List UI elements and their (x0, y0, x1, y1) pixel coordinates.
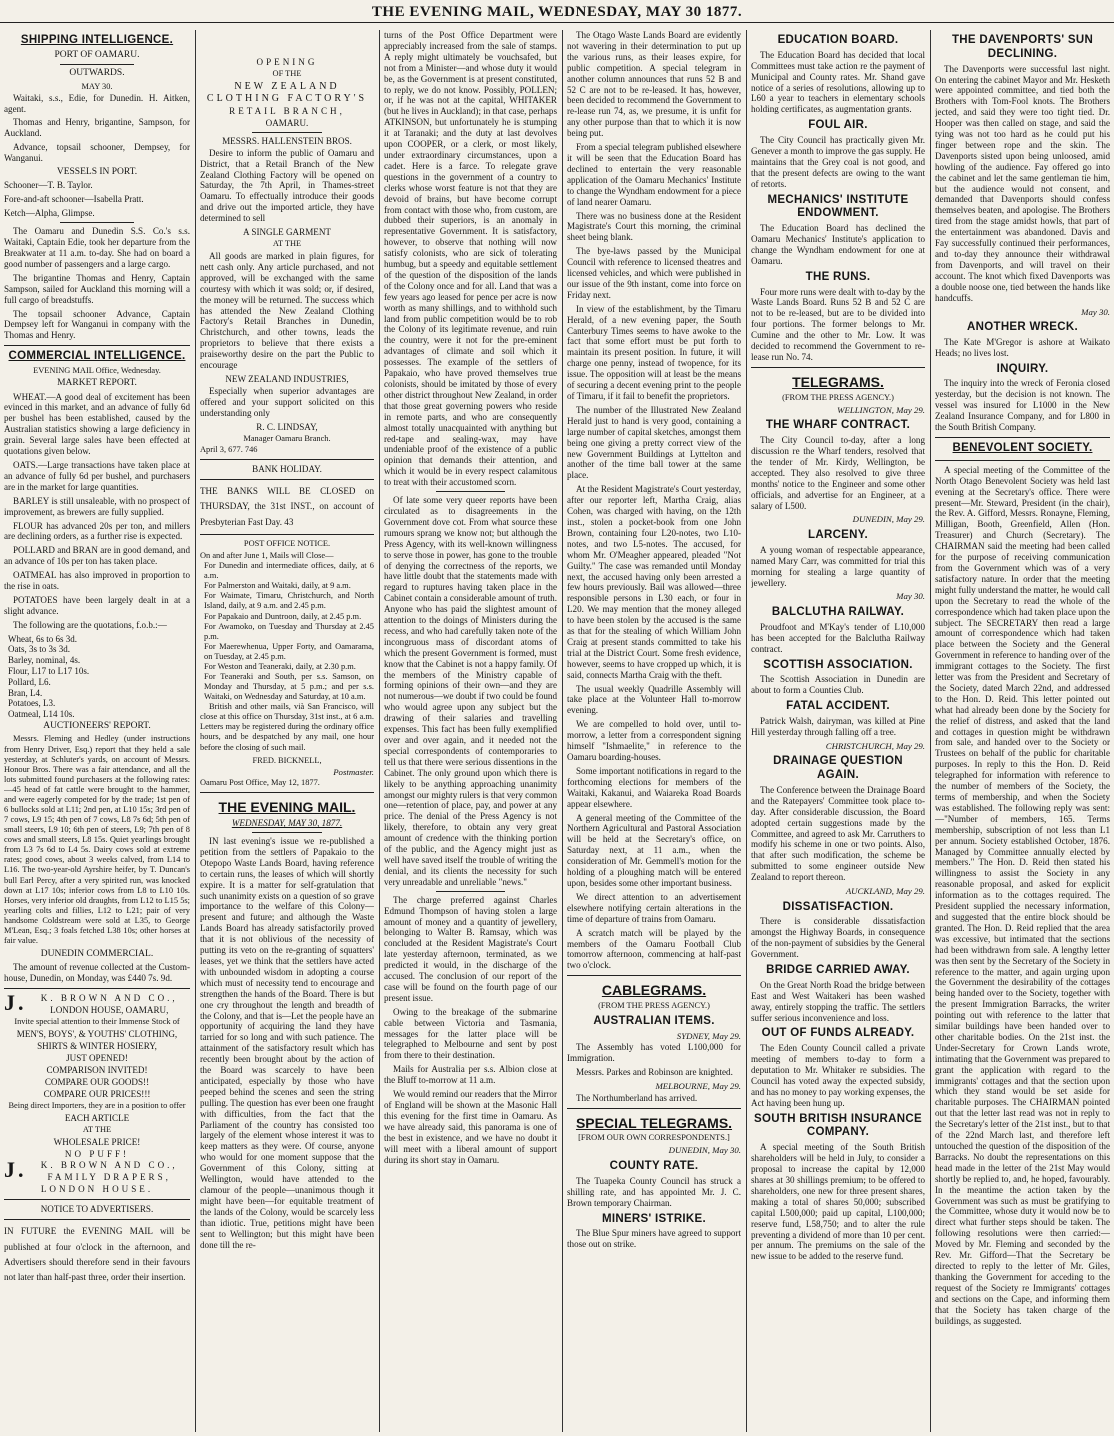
signature: R. C. LINDSAY, (256, 421, 318, 432)
article-text: The City Council has practically given Mr. Genever a month to improve the gas supply. He maintains that the Grey coal is not good, and that the present defects are owing to the want of retorts. (751, 135, 925, 189)
article-text: The Oamaru and Dunedin S.S. Co.'s s.s. Waitaki, Captain Edie, took her departure from the Breakwater at 11 a.m. to-day. She had on board a good number of passengers and a large cargo. (4, 226, 190, 269)
ad-line: NO PUFF! (64, 1148, 130, 1159)
article-text: We would remind our readers that the Mirror of England will be shown at the Masonic Hall this evening for the first time in Oamaru. As we have already said, this panorama is one of the best in existence, and we have no doubt it will meet with a liberal amount of support during its short stay in Oamaru. (384, 1089, 557, 1165)
article-text: There is considerable dissatisfaction amongst the Highway Boards, in consequence of the non-payment of subsidies by the General Government. (751, 916, 925, 960)
headline: ANOTHER WRECK. (967, 321, 1078, 334)
divider (4, 345, 190, 346)
subheading: AUCTIONEERS' REPORT. (43, 721, 151, 732)
quote-item: Bran, L4. (8, 687, 43, 698)
subheading: POST OFFICE NOTICE. (243, 538, 331, 548)
ad-line: MEN'S, BOYS', & YOUTHS' CLOTHING, (16, 1029, 178, 1040)
ad-text: THE BANKS WILL BE CLOSED on THURSDAY, the 31st INST., on account of Presbyterian Fast Day. 43 (200, 485, 374, 527)
article-text: Owing to the breakage of the submarine cable between Victoria and Tasmania, messages for the latter place will be telegraphed to Melbourne and sent by post from there to their destination. (384, 1006, 557, 1061)
quote-item: Wheat, 6s to 6s 3d. (8, 633, 77, 644)
article-text: The Northumberland has arrived. (576, 1092, 698, 1103)
column-rule (195, 30, 196, 1432)
article-text: The topsail schooner Advance, Captain Dempsey left for Wanganui in company with the Thomas and Henry. (4, 308, 190, 341)
headline: BENEVOLENT SOCIETY. (952, 442, 1093, 455)
article-text: The amount of revenue collected at the Custom-house, Dunedin, on Monday, was £440 7s. 9d. (4, 962, 190, 984)
editorial-text: turns of the Post Office Department were appreciably increased from the sale of stamps. A reply might ultimately be vouchsafed, but not from a Minister—and whose duty it would be, as the Government is at present constituted, to reply, we do not know. Possibly, POLLEN; or, if he was not at the capital, WHITAKER (but he lives in Auckland); in that case, perhaps ATKINSON, but unfortunately he is stumping it at Taranaki; and the duty at last devolves upon COOPER, or a clerk, or most likely, under extraordinary circumstances, upon a cadet. Here is a farce. To relegate grave questions in the government of a country to clerks whose worst feature is not that they are devoid of brains, but have become corrupt from contact with those who, from custom, are dubbed their superiors, is an anomaly in representative Government. It is satisfactory, however, to observe that nothing will now satisfy colonists, who are sick of tolerating humbug, but a speedy and equitable settlement of the question of the disposition of the lands of the Colony once and for all. Land that was a few years ago leased for pence per acre is now worth as many shillings, and to withhold such land from public competition would be to rob the Colony of its legitimate revenue, and ruin the country, were it not for the pre-eminent advantages of climate and soil which it possesses. The example of the settlers of Papakaio, who have proved themselves true colonists, should be imitated by those of every other district throughout New Zealand, in order that those great governing powers who reside in remote parts, and who are consequently almost totally unacquainted with anything but red-tape and sealing-wax, may have undeniable proof of the existence of a public opinion that demands their attention, and which it would be in every respect calamitous to treat with their accustomed scorn. (384, 30, 557, 488)
divider (200, 459, 374, 460)
article-text: Ketch—Alpha, Glimpse. (4, 208, 95, 219)
headline: COMMERCIAL INTELLIGENCE. (8, 350, 186, 363)
ad-line: J. K. BROWN AND CO., (4, 990, 178, 1016)
headline: MINERS' ISTRIKE. (601, 1212, 706, 1225)
headline: SPECIAL TELEGRAMS. (575, 1114, 733, 1131)
ad-line: RETAIL BRANCH, (229, 105, 345, 116)
signature: FRED. BICKNELL, (252, 755, 322, 765)
headline: FATAL ACCIDENT. (786, 700, 890, 713)
divider (751, 367, 925, 368)
ad-line: J. K. BROWN AND CO., (4, 1157, 178, 1183)
dateline: CHRISTCHURCH, May 29. (825, 740, 925, 751)
dateline: May 30. (1081, 306, 1110, 317)
ad-line: April 3, 677. 746 (200, 444, 258, 454)
subheading: VESSELS IN PORT. (56, 167, 138, 178)
ad-line: WHOLESALE PRICE! (53, 1136, 141, 1147)
article-text: The following are the quotations, f.o.b.:— (13, 619, 167, 630)
article-text: The Education Board has declined the Oamaru Mechanics' Institute's application to change the Wyndham endowment for one at Oamaru. (751, 223, 925, 266)
spacer (200, 30, 374, 56)
article-text: A special meeting of the South British shareholders will be held in July, to consider a proposal to increase the capital by 12,000 shares at 30 shillings premium; to be offered to shareholders, one new for three present shares, making a total of shares 50,000; subscribed capital L500,000; paid up capital, L100,000; reserve fund, L58,750; and to alter the rule preventing a dividend of more than 10 per cent. per annum. The premiums on the sale of the new issue to be added to the reserve fund. (751, 1142, 925, 1262)
headline: DISSATISFACTION. (782, 900, 894, 913)
article-text: Messrs. Parkes and Robinson are knighted. (576, 1067, 733, 1078)
subheading: PORT OF OAMARU. (54, 49, 140, 60)
quote-item: Oatmeal, L14 10s. (8, 709, 75, 720)
divider (4, 1199, 190, 1200)
ad-line: NEW ZEALAND INDUSTRIES, (225, 374, 349, 384)
divider (436, 491, 505, 492)
ad-line: COMPARE OUR GOODS!! (44, 1076, 150, 1087)
dateline: MELBOURNE, May 29. (655, 1081, 741, 1092)
ad-line: OF THE (272, 68, 302, 78)
headline: BALCLUTHA RAILWAY. (771, 606, 905, 618)
divider (567, 975, 741, 976)
ad-line: AT THE (272, 238, 302, 248)
article-text: POTATOES have been largely dealt in at a slight advance. (4, 594, 190, 616)
column-5 (751, 30, 925, 1432)
divider (252, 832, 322, 833)
post-item: For Weston and Teaneraki, daily, at 2.30 p.m. (204, 661, 356, 671)
ad-line: FAMILY DRAPERS, (47, 1172, 171, 1183)
article-text: The Conference between the Drainage Board and the Ratepayers' Committee took place to-day. After considerable discussion, the Board adopted certain suggestions made by the Committee, and agreed to ask Mr. Carruthers to modify his scheme in one or two points. Also, that after such modification, the scheme be submitted to some engineer outside New Zealand to report thereon. (751, 784, 925, 883)
divider (935, 460, 1110, 461)
subheading: [FROM OUR OWN CORRESPONDENTS.] (578, 1133, 730, 1143)
headline: SHIPPING INTELLIGENCE. (20, 34, 174, 46)
editorial-title: THE EVENING MAIL. (218, 799, 356, 816)
column-1 (4, 30, 190, 1432)
article-text: Mails for Australia per s.s. Albion close at the Bluff to-morrow at 11 a.m. (384, 1064, 557, 1086)
headline: COUNTY RATE. (609, 1160, 699, 1173)
dateline: DUNEDIN, May 29. (852, 514, 925, 525)
ad-line: AT THE (82, 1124, 112, 1134)
article-text: Waitaki, s.s., Edie, for Dunedin. H. Aitken, agent. (4, 92, 190, 114)
masthead (0, 0, 1114, 23)
article-text: The City Council to-day, after a long discussion re the Wharf tenders, resolved that the tender of Mr. Kirdy, Wellington, be accepted. They also resolved to give three months' notice to the Engineer and some other officials, and advertise for an Engineer, at a salary of L500. (751, 435, 925, 511)
signature: Manager Oamaru Branch. (243, 433, 331, 443)
divider (4, 1219, 190, 1220)
article-text: In view of the establishment, by the Timaru Herald, of a new evening paper, the South Canterbury Times seems to have awoke to the fact that some effort must be put forth to maintain its present position. In future, it will charge one penny, instead of twopence, for its issue. The opposition will at least be the means of securing a decent evening print to the people of Timaru, if it fail to benefit the proprietors. (567, 303, 741, 401)
article-text: Thomas and Henry, brigantine, Sampson, for Auckland. (4, 117, 190, 139)
headline: BRIDGE CARRIED AWAY. (766, 964, 910, 976)
article-text: Patrick Walsh, dairyman, was killed at Pine Hill yesterday through falling off a tree. (751, 715, 925, 737)
article-text: Fore-and-aft schooner—Isabella Pratt. (4, 194, 144, 205)
quote-item: Oats, 3s to 3s 3d. (8, 644, 71, 655)
article-text: We direct attention to an advertisement elsewhere notifying certain alterations in the time of departure of trains from Oamaru. (567, 891, 741, 924)
quote-item: Pollard, L6. (8, 676, 51, 687)
ad-line: JUST OPENED! (66, 1052, 128, 1063)
divider (60, 222, 134, 223)
article-text: FLOUR has advanced 20s per ton, and millers are declining orders, as a further rise is expected. (4, 520, 190, 542)
article-text: BARLEY is still unsaleable, with no prospect of improvement, as brewers are fully supplied. (4, 495, 190, 517)
ad-line: Oamaru Post Office, May 12, 1877. (200, 778, 320, 788)
ad-text: British and other mails, vià San Francisco, will close at this office on Thursday, 31st inst., at 6 a.m. Letters may be registered during the ordinary office hours, and be despatched by any mail, one hour before the closing of such mail. (200, 702, 374, 752)
article-text: There was no business done at the Resident Magistrate's Court this morning, the criminal sheet being blank. (567, 210, 741, 243)
quote-item: Potatoes, L3. (8, 698, 56, 709)
ad-line: COMPARISON INVITED! (46, 1064, 148, 1075)
signature: Postmaster. (333, 766, 374, 777)
subheading: (FROM THE PRESS AGENCY.) (782, 392, 894, 402)
headline: SOUTH BRITISH INSURANCE COMPANY. (754, 1112, 922, 1139)
column-6 (935, 30, 1110, 1432)
drop-cap: J. (4, 1157, 27, 1183)
divider (60, 64, 134, 65)
post-item: For Dunedin and intermediate offices, daily, at 6 a.m. (204, 561, 374, 581)
ad-text: Desire to inform the public of Oamaru and District, that a Retail Branch of the New Zealand Clothing Factory will be opened on Saturday, the 7th April, in Thames-street Oamaru. To effectually introduce their goods and drive out the imported article, they have determined to sell (200, 147, 374, 224)
dateline: May 30. (896, 591, 925, 602)
article-text: The Tuapeka County Council has struck a shilling rate, and has appointed Mr. J. C. Brown temporary Chairman. (567, 1175, 741, 1208)
article-text: OATS.—Large transactions have taken place at an advance of fully 6d per bushel, and purchasers are in the market for large quantities. (4, 459, 190, 492)
newspaper-title: THE EVENING MAIL, WEDNESDAY, MAY 30 1877. (371, 4, 743, 20)
ad-line: A SINGLE GARMENT (243, 227, 331, 238)
article-text: The number of the Illustrated New Zealand Herald just to hand is very good, containing a large number of capital sketches, amongst them being one giving a pretty correct view of the new Government Buildings at Lyttelton and another of the time ball tower at the same place. (567, 404, 741, 481)
headline: SCOTTISH ASSOCIATION. (763, 658, 913, 671)
column-rule (930, 30, 931, 1432)
column-3 (384, 30, 557, 1432)
article-text: The Davenports were successful last night. On entering the cabinet Mayor and Mr. Hesketh were appointed committee, and tied both the Brothers with Tom-Fool knots. The Brothers jected, and said they were too tight tied. Dr. Hooper was then called on stage, and said the tying was not too hard as he could put his finger between rope and the skin. The Davenports sisted upon being unloosed, amid howling of the audience. Fay offered go into the cabinet and let the same gentleman tie him, but the audience would not consent, and demanded that Davenports should confess themselves beaten, and apologise. The Brothers tired from the stage amidst howls, that part of the entertainment was abandoned. Davis and Fay successfully continued their performances, and to-day they announce their withdrawal from Davenports, and will travel on their account. The knot which fixed Davenports was a double noose one, tied between the hands like handcuffs. (935, 63, 1110, 303)
article-text: We are compelled to hold over, until to-morrow, a letter from a correspondent signing himself "Ishmaelite," in reference to the Oamaru boarding-houses. (567, 719, 741, 762)
article-text: The Assembly has voted L100,000 for Immigration. (567, 1042, 741, 1064)
article-text: The charge preferred against Charles Edmund Thompson of having stolen a large amount of money and a quantity of jewellery, belonging to Walter B. Ramsay, which was concluded at the Resident Magistrate's Court late yesterday afternoon, terminated, as we predicted it would, in the discharge of the accused. The conclusion of our report of the case will be found on the fourth page of our present issue. (384, 894, 557, 1003)
divider (567, 1108, 741, 1109)
dateline: DUNEDIN, May 30. (668, 1145, 741, 1156)
ad-line: MESSRS. HALLENSTEIN BROS. (222, 135, 352, 146)
dateline: WELLINGTON, May 29. (837, 404, 925, 415)
article-text: On the Great North Road the bridge between East and West Waitakeri has been washed away, entirely stopping the traffic. The settlers suffer serious inconvenience and loss. (751, 979, 925, 1023)
editorial-text: Of late some very queer reports have been circulated as to disagreements in the Government dove cot. From what source these rumours sprang we know not; but although the Press Agency, with its well-known willingness to serve those in power, has gone to the trouble of denying the correctness of the reports, we have little doubt that the statements made with regard to ruptures having taken place in the Cabinet contain a considerable amount of truth. Anyone who has paid the slightest amount of attention to the doings of Ministers during the recess, and who had carefully taken note of the incongruous mass of discordant atoms of which the present Government is formed, must know that the Cabinet is not a happy family. Of the members of the Ministry capable of forming opinions of their own—and they are not numerous—we doubt if two could be found who would agree upon any subject but the drawing of their salaries and travelling expenses. This fact has been fully exemplified over and over again, and it needed not the special correspondents of contemporaries to tell us that there were serious dissentions in the Cabinet. The only ground upon which there is likely to be anything approaching unanimity amongst our mighty rulers is that very common one—retention of place, pay, and power at any price. The denial of the Press Agency is not likely, therefore, to obtain any very great amount of credence with the thinking portion of the public, and the Agency might just as well have saved itself the trouble of writing the denial, and its clients the necessity for such very unreadable and unreliable "news." (384, 495, 557, 887)
column-2 (200, 30, 374, 1432)
headline: CABLEGRAMS. (601, 982, 707, 999)
subheading: (FROM THE PRESS AGENCY.) (598, 1001, 710, 1011)
post-item: For Maerewhenua, Upper Forty, and Oamarama, on Tuesday, at 2.45 p.m. (204, 641, 374, 661)
column-rule (562, 30, 563, 1432)
divider (436, 891, 505, 892)
article-text: IN FUTURE the EVENING MAIL will be published at four o'clock in the afternoon, and Advertisers should therefore send in their favours not later than half-past three, order their insertion. (4, 1226, 190, 1283)
headline: EDUCATION BOARD. (777, 34, 899, 46)
post-item: For Waimate, Timaru, Christchurch, and North Island, daily, at 9 a.m. and 2.45 p.m. (204, 591, 374, 611)
ad-line: LONDON HOUSE, OAMARU, (50, 1005, 169, 1016)
ad-line: EACH ARTICLE (64, 1112, 130, 1123)
ad-text: All goods are marked in plain figures, for nett cash only. Any article purchased, and not approved, will be exchanged with the same courtesy with which it was sold; or, if desired, the money will be returned. The success which has attended the New Zealand Clothing Factory's Retail Branches in Dunedin, Christchurch, and other towns, leads the proprietors to believe that there exists a praiseworthy desire on the part the Public to encourage (200, 251, 374, 371)
dateline: MAY 30. (81, 81, 113, 91)
editorial-date: WEDNESDAY, MAY 30, 1877. (231, 818, 343, 829)
article-text: A general meeting of the Committee of the Northern Agricultural and Pastoral Association will be held at the Secretary's office, on Saturday next, at 11 a.m., when the consideration of Mr. Gemmell's motion for the holding of a ploughing match will be entered upon, besides some other important business. (567, 812, 741, 888)
ad-line: LONDON HOUSE. (40, 1184, 154, 1195)
article-text: A special meeting of the Committee of the North Otago Benevolent Society was held last evening at the Secretary's office. There were present—Mr. Steward, President (in the chair), the Rev. A. Gifford, Messrs. Ronayne, Fleming, Milligan, Booth, Greenfield, Allen (Hon. Treasurer) and Church (Secretary). The CHAIRMAN said the meeting had been called for the purpose of receiving communication from the Government which was of a very satisfactory nature. In order that the meeting might fully understand the matter, he would call upon the Secretary to read the whole of the correspondence which had taken place upon the subject. The SECRETARY then read a large amount of correspondence which had taken place between the Society and the General Government in reference to handing over of the immigrant cottages to the Society. The first letter was from the President and Secretary of the Society, dated March 22nd, and addressed to the Hon. D. Reid. This letter pointed out what had already been done by the Society for the relief of distress, and asked that the land and cottages in question might be withdrawn from sale, and handed over to the Society or Trustees on behalf of the public for charitable purposes. In reply to this the Hon. D. Reid telegraphed for information with reference to the number of members of the Society, the terms of membership, and when the Society was established. The following reply was sent:—"Number of members, 165. Terms membership, subscription of not less than L1 per annum. Society established October, 1876. Managed by Committee annually elected by members." The Hon. D. Reid then stated his willingness to assist the Society in any reasonable proposal, and asked for explicit information as to the cottages required. The President supplied the necessary information, and suggested that the entire block should be granted. The Hon. D. Reid replied that the area was excessive, but intimated that the sections had been withdrawn from sale. A lengthy letter was then sent by the Secretary of the Society in reference to the matter, and again urging upon the Government the desirability of the cottages being handed over to the Society, together with the present Immigration Barracks, the writer pointing out with reference to the latter that similar buildings have been handed over to other charitable bodies. On the 21st inst. the Under-Secretary for Crown Lands wrote, intimating that the Government was prepared to grant the application with regard to the immigrants' cottages and that the section upon which they stand would be set aside for charitable purposes. The CHAIRMAN pointed out that the letter last read was not in reply to the Secretary's letter of the 21st inst., but to that of the 22nd March last, and therefore left untouched the question of the disposition of the Barracks. No doubt the representations on this head made in the letter of the 21st May would shortly be replied to, and, he hoped, favourably. In the meantime the action taken by the Government was such as must be gratifying to the Committee, whose duty it would now be to direct what further steps should be taken. The following resolutions were then carried:— Moved by Mr. Fleming and seconded by the Rev. Mr. Gifford—That the Secretary be directed to reply to the letter of Mr. Giles, thanking the Government for acceding to the request of the Society re Immigrants' cottages and sections on the Cape, and informing them that the Society has taken charge of the buildings, as suggested. (935, 464, 1110, 1326)
article-text: Advance, topsail schooner, Dempsey, for Wanganui. (4, 142, 190, 164)
headline: LARCENY. (808, 529, 868, 542)
ad-text: Especially when superior advantages are offered and your support solicited on this understanding only (200, 385, 374, 418)
headline: THE RUNS. (805, 270, 871, 283)
article-text: Some important notifications in regard to the forthcoming elections for members of the Waitaki, Kakanui, and Waiareka Road Boards appear elsewhere. (567, 765, 741, 809)
ad-line: SHIRTS & WINTER HOSIERY, (37, 1041, 157, 1052)
editorial-text: IN last evening's issue we re-published a petition from the settlers of Papakaio to the Otepopo Waste Lands Board, having reference to certain runs, the leases of which will shortly expire. It is a matter for self-gratulation that such unanimity exists on a question of so grave importance to the welfare of this Colony—present and future; and although the Waste Lands Board has already satisfactorily proved that it is not oblivious of the necessity of putting its veto on the re-granting of squatters' leases, yet we think that the settlers have acted with unbounded wisdom in adopting a course which must of necessity tend to encourage and strengthen the hands of the Board. There is but one cry throughout the length and breadth of the Colony, and that is—Let the people have an opportunity of acquiring the land they have tarried for so long and with such patience. The attainment of the satisfactory result which has recently been brought about by the action of the Board was scarcely to have been anticipated, especially by those who have peeped behind the scenes and seen the string pulling. The question has ever been one fraught with difficulties, from the fact that the Parliament of the country has consisted too largely of the element whose interest it was to keep matters as they were. Of course, anyone who would for one moment suppose that the Government of this Colony, sitting at Wellington, would have attended to the clamour of the people—unanimous though it might have been—for equitable treatment of the lands of the Colony, would be scarcely less than idiotic. True, petitions might have been sent to Wellington; but this might have been done till the re- (200, 836, 374, 1250)
divider (200, 792, 374, 793)
divider (252, 132, 322, 133)
column-4 (567, 30, 741, 1432)
subheading: DUNEDIN COMMERCIAL. (40, 949, 154, 960)
article-text: OATMEAL has also improved in proportion to the rise in oats. (4, 570, 190, 592)
ad-line: Invite special attention to their Immense Stock of (14, 1017, 180, 1027)
ad-line: OPENING (256, 57, 318, 67)
article-text: The Kate M'Gregor is ashore at Waikato Heads; no lives lost. (935, 336, 1110, 358)
article-text: The Blue Spur miners have agreed to support those out on strike. (567, 1228, 741, 1250)
article-text: Proudfoot and M'Kay's tender of L10,000 has been accepted for the Balclutha Railway contract. (751, 621, 925, 654)
article-text: POLLARD and BRAN are in good demand, and an advance of 10s per ton has taken place. (4, 545, 190, 567)
headline: FOUL AIR. (808, 119, 868, 132)
article-text: At the Resident Magistrate's Court yesterday, after our reporter left, Martha Craig, alias Cohen, was charged with having, on the 12th inst., stolen a pocket-book from one John Brown, containing four L20-notes, two L10-notes, and two L5-notes. The accused, for whom Mr. O'Meagher appeared, pleaded "Not Guilty." The case was remanded until Monday next, the accused having only been arrested a few hours previously. Bail was allowed—three responsible persons in L30 each, or four in L20. We may mention that the money alleged to have been stolen by the accused is the same as that for the stealing of which William John Craig at present stands committed to take his trial at the District Court. Some fresh evidence, however, seems to have cropped up which, it is said, connects Martha Craig with the theft. (567, 484, 741, 680)
subheading: BANK HOLIDAY. (252, 463, 322, 474)
article-text: The Scottish Association in Dunedin are about to form a Counties Club. (751, 674, 925, 696)
drop-cap: J. (4, 990, 27, 1016)
headline: INQUIRY. (996, 362, 1049, 375)
headline: TELEGRAMS. (792, 373, 884, 390)
quote-item: Barley, nominal, 4s. (8, 655, 81, 666)
article-text: A scratch match will be played by the members of the Oamaru Football Club tomorrow afternoon, commencing at half-past two o'clock. (567, 927, 741, 971)
subheading: NOTICE TO ADVERTISERS. (40, 1204, 154, 1215)
article-text: From a special telegram published elsewhere it will be seen that the Education Board has declined to entertain the very reasonable application of the Oamaru Mechanics' Institute to change the Wyndham endowment for a piece of land nearer Oamaru. (567, 142, 741, 207)
article-text: WHEAT.—A good deal of excitement has been evinced in this market, and an advance of fully 6d per bushel has been established, caused by the Australian statistics showing a large deficiency in grain. Several large sales have been effected at quotations given below. (4, 391, 190, 457)
subheading: OUTWARDS. (69, 68, 125, 79)
headline: OUT OF FUNDS ALREADY. (761, 1027, 915, 1040)
article-text: The Eden County Council called a private meeting of members to-day to form a deputation to Mr. Whitaker re subsidies. The Council has voted away the expected subsidy, and has no money to pay working expenses, the Act having been hung up. (751, 1043, 925, 1108)
ad-line: On and after June 1, Mails will Close— (200, 551, 334, 561)
article-text: The Education Board has decided that local Committees must take action re the payment of Municipal and County rates. Mr. Shand gave notice of a series of resolutions, allowing up to L60 a year to teachers in elementary schools holding certificates, as augmentation grants. (751, 49, 925, 115)
ad-line: NEW ZEALAND CLOTHING FACTORY'S (206, 80, 368, 104)
article-text: The brigantine Thomas and Henry, Captain Sampson, sailed for Auckland this morning will a full cargo of breadstuffs. (4, 272, 190, 305)
post-item: For Awamoko, on Tuesday and Thursday at 2.45 p.m. (204, 621, 374, 641)
quote-item: Flour, L17 to L17 10s. (8, 666, 90, 677)
article-text: The Otago Waste Lands Board are evidently not wavering in their determination to put up the various runs, as their leases expire, for public competition. A special telegram in another column announces that runs 52 B and 52 C are not to be re-leased. It has, however, been decided to recommend the Government to re-lease run 74, as, we presume, it is unfit for any other purpose than that to which it is now being put. (567, 30, 741, 139)
headline: THE WHARF CONTRACT. (765, 419, 911, 432)
article-text: A young woman of respectable appearance, named Mary Carr, was committed for trial this morning for stealing a large quantity of jewellery. (751, 544, 925, 588)
article-text: Messrs. Fleming and Hedley (under instructions from Henry Driver, Esq.) report that they held a sale yesterday, at Schluter's yards, on account of Messrs. Honour Bros. There was a fair attendance, and all the lots submitted found purchasers at the following rates:—45 head of fat cattle were brought to the hammer, and were eagerly competed for by the trade; 1st pen of 6 bullocks sold at L11; 2nd pen, at L10 15s; 3rd pen of 7 cows, L9 15; 4th pen of 7 cows, L8 7s 6d; 5th pen of small steers, L9 10; 6th pen of steers, L9; 7th pen of 8 cows and small steers, L8 15s. Quiet yearlings brought from L3 7s 6d to L4 5s. Dairy cows sold at extreme rates; good cows, about 3 weeks calved, from L14 to L16. The two-year-old Ayrshire heifer, by T. Duncan's bull Earl Percy, after a very spirited run, was knocked down at L17 10s; inferior cows from L8 to L10 10s. Horses, very inferior old draughts, from L12 to L15 5s; yearling colts and fillies, L12 to L21; pair of very handsome Coldstream were sold at L35, to George M'Lean, Esq.; 3 foals fetched L38 10s; other horses at fair value. (4, 734, 190, 945)
subheading: EVENING MAIL Office, Wednesday. (33, 366, 161, 376)
divider (200, 479, 374, 480)
article-text: The bye-laws passed by the Municipal Council with reference to licensed theatres and licensed vehicles, and which were published in our issue of the 9th instant, come into force on Friday next. (567, 246, 741, 300)
ad-line: COMPARE OUR PRICES!!! (43, 1088, 151, 1099)
post-item: For Palmerston and Waitaki, daily, at 9 a.m. (204, 581, 351, 591)
ad-line: OAMARU. (265, 117, 309, 128)
article-text: The inquiry into the wreck of Feronia closed yesterday, but the decision is not known. The vessel was insured for L1000 in the New Zealand Insurance Company, and for L800 in the South British Company. (935, 378, 1110, 433)
headline: AUSTRALIAN ITEMS. (593, 1015, 715, 1028)
headline: DRAINAGE QUESTION AGAIN. (773, 755, 903, 782)
article-text: Four more runs were dealt with to-day by the Waste Lands Board. Runs 52 B and 52 C are not to be re-leased, but are to be divided into four portions. The former belongs to Mr. Cumine and the other to Mr. Low. It was decided to recommend the Government to re-lease run No. 74. (751, 286, 925, 363)
dateline: AUCKLAND, May 29. (845, 886, 925, 897)
post-item: For Papakaio and Duntroon, daily, at 2.45 p.m. (204, 611, 362, 621)
ad-line: Being direct Importers, they are in a position to offer (8, 1100, 186, 1110)
article-text: Schooner—T. B. Taylor. (4, 180, 93, 191)
column-rule (746, 30, 747, 1432)
post-item: For Teaneraki and South, per s.s. Samson, on Monday and Thursday, at 5 p.m.; and per s.s. Waitaki, on Wednesday and Saturday, at 10 a.m. (204, 671, 374, 702)
divider (200, 534, 374, 535)
divider (4, 988, 190, 989)
column-rule (379, 30, 380, 1432)
subheading: MARKET REPORT. (57, 378, 137, 389)
divider (935, 437, 1110, 438)
headline: MECHANICS' INSTITUTE ENDOWMENT. (767, 193, 909, 220)
headline: THE DAVENPORTS' SUN DECLINING. (951, 34, 1094, 60)
dateline: SYDNEY, May 29. (676, 1030, 741, 1041)
article-text: The usual weekly Quadrille Assembly will take place at the Volunteer Hall to-morrow evening. (567, 683, 741, 716)
